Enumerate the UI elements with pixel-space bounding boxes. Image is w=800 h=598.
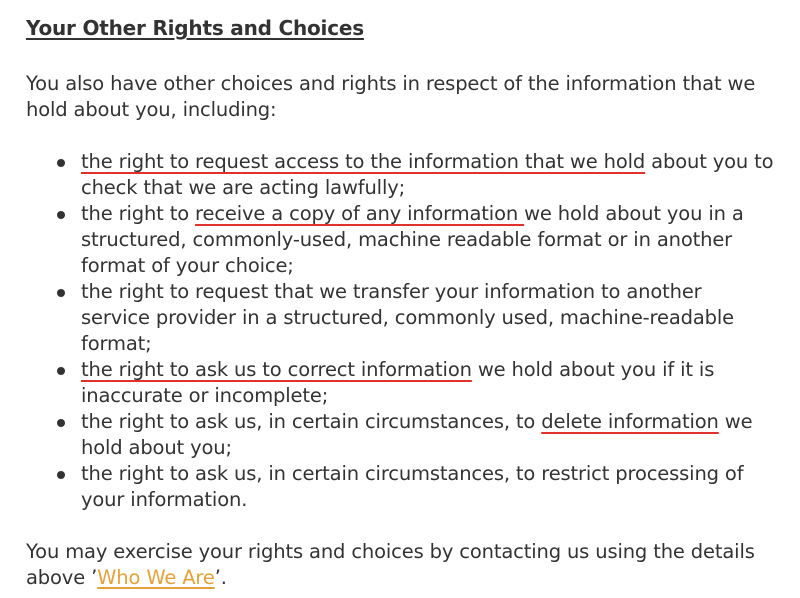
closing-text-post: ’. (214, 566, 227, 589)
closing-text-pre: You may exercise your rights and choices by contacting us using the details above ’ (26, 540, 755, 589)
who-we-are-link[interactable]: Who We Are (97, 566, 215, 589)
item-text-post: we hold about you if it is inaccurate or incomplete; (81, 358, 715, 407)
bullet-icon (57, 211, 65, 219)
intro-paragraph: You also have other choices and rights in respect of the information that we hold about you, including: (26, 72, 756, 121)
list-item (26, 149, 776, 201)
highlighted-text: the right to ask us to correct information (81, 358, 472, 381)
list-item (26, 201, 776, 279)
highlighted-text: the right to request access to the information that we hold (81, 150, 646, 173)
item-text-pre: the right to request that we transfer your information to another service provider in a structured, commonly used, machine-readable format; (81, 280, 735, 355)
list-item (26, 279, 776, 357)
list-item (26, 409, 776, 461)
item-text-post: we hold about you in a structured, commonly-used, machine readable format or in another format of your choice; (81, 202, 744, 277)
item-text-pre: the right to ask us, in certain circumstances, to restrict processing of your information. (81, 462, 744, 511)
item-text-post: we hold about you; (81, 410, 753, 459)
section-heading: Your Other Rights and Choices (26, 16, 364, 40)
closing-paragraph (26, 539, 776, 591)
list-item (26, 357, 776, 409)
highlighted-text: receive a copy of any information (195, 202, 525, 225)
bullet-icon (57, 367, 65, 375)
rights-list (26, 149, 776, 513)
bullet-icon (57, 289, 65, 297)
item-text-post: about you to check that we are acting lawfully; (81, 150, 774, 199)
highlighted-text: delete information (541, 410, 719, 433)
bullet-icon (57, 159, 65, 167)
bullet-icon (57, 471, 65, 479)
list-item (26, 461, 776, 513)
bullet-icon (57, 419, 65, 427)
item-text-pre: the right to ask us, in certain circumstances, to (81, 410, 542, 433)
item-text-pre: the right to (81, 202, 196, 225)
